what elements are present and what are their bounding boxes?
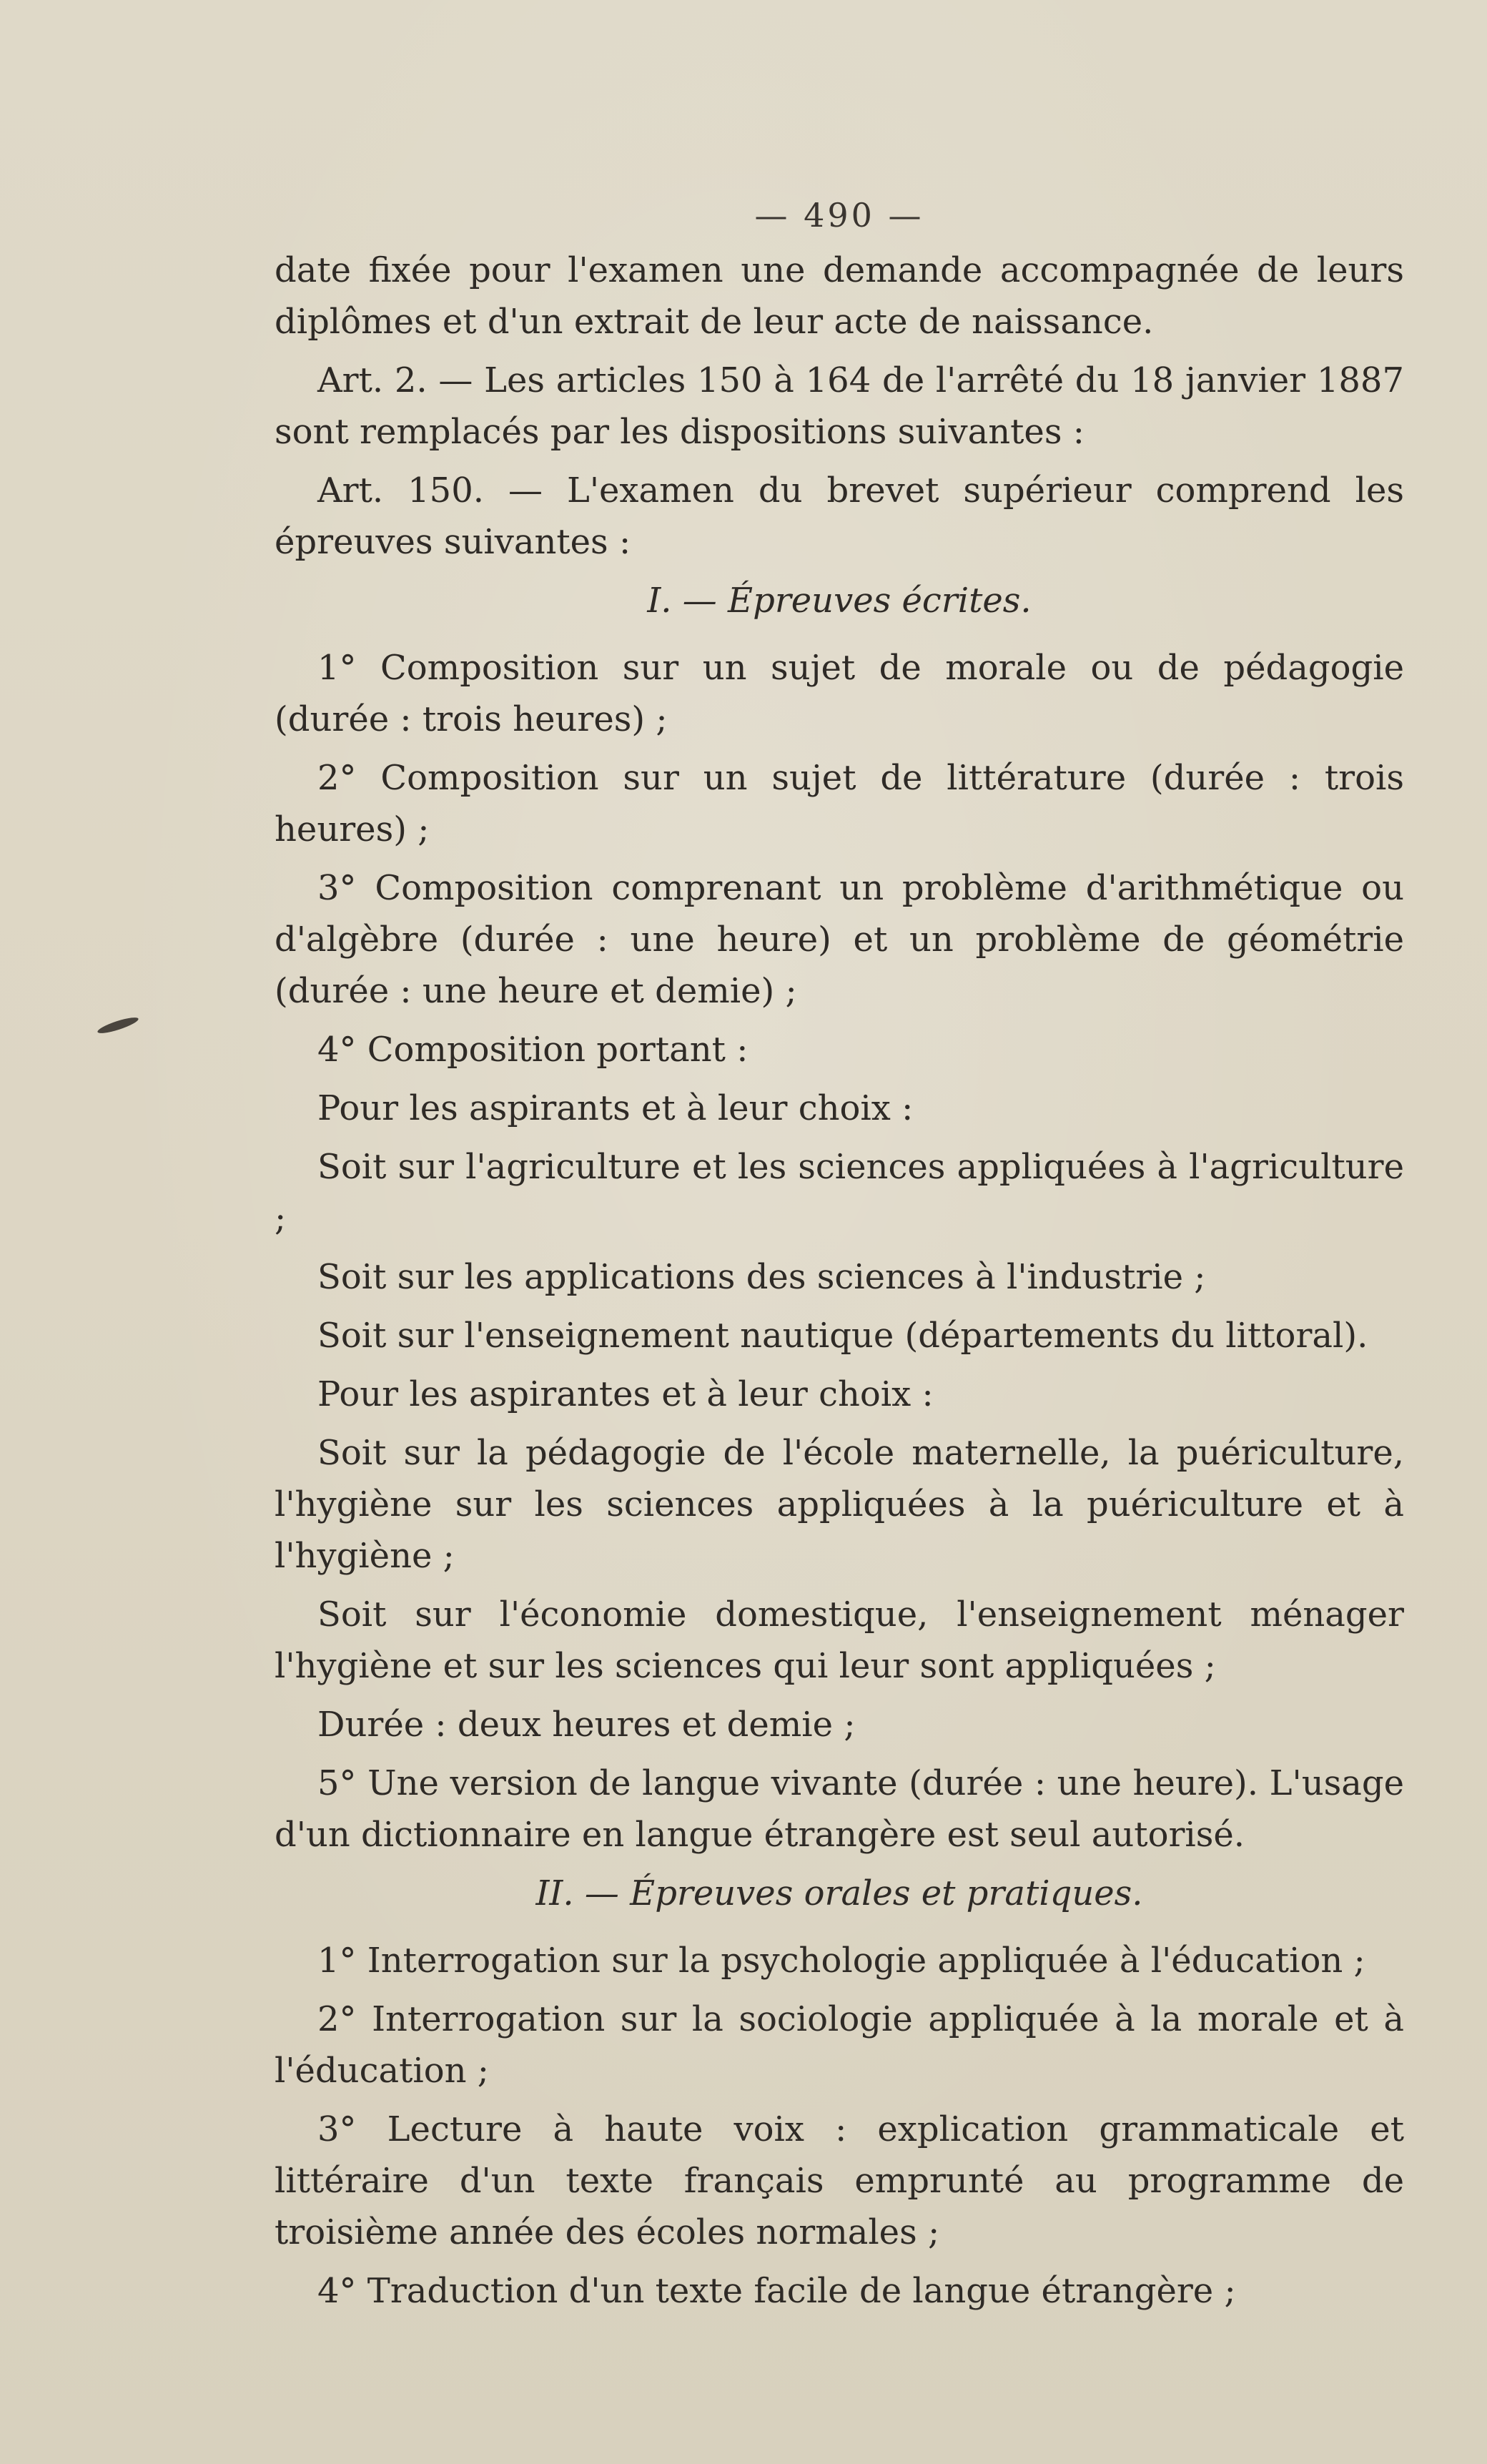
section-2-heading: II. — Épreuves orales et pratiques. bbox=[535, 1873, 1143, 1913]
article-2-paragraph: Art. 2. — Les articles 150 à 164 de l'arrêté du 18 janvier 1887 sont remplacés par les dispositions suivantes : bbox=[275, 360, 1404, 452]
written-item-duration: Durée : deux heures et demie ; bbox=[317, 1705, 856, 1745]
oral-item-2: 2° Interrogation sur la sociologie appliquée à la morale et à l'éducation ; bbox=[275, 1999, 1404, 2091]
written-item-2: 2° Composition sur un sujet de littérature (durée : trois heures) ; bbox=[275, 758, 1404, 849]
ink-mark bbox=[97, 1015, 140, 1036]
written-item-3: 3° Composition comprenant un problème d'arithmétique ou d'algèbre (durée : une heure) et un problème de géométrie (durée : une heure et demie) ; bbox=[275, 868, 1404, 1011]
page-content bbox=[275, 186, 1404, 2324]
oral-item-1: 1° Interrogation sur la psychologie appliquée à l'éducation ; bbox=[317, 1941, 1365, 1981]
written-item-nautical: Soit sur l'enseignement nautique (départements du littoral). bbox=[317, 1316, 1368, 1356]
written-item-aspirants: Pour les aspirants et à leur choix : bbox=[317, 1088, 914, 1128]
written-item-maternelle: Soit sur la pédagogie de l'école maternelle, la puériculture, l'hygiène sur les sciences appliquées à la puériculture et à l'hygiène ; bbox=[275, 1433, 1404, 1576]
oral-item-3: 3° Lecture à haute voix : explication grammaticale et littéraire d'un texte français emprunté au programme de troisième année des écoles normales ; bbox=[275, 2109, 1404, 2252]
written-item-1: 1° Composition sur un sujet de morale ou de pédagogie (durée : trois heures) ; bbox=[275, 648, 1404, 739]
oral-item-4: 4° Traduction d'un texte facile de langue étrangère ; bbox=[317, 2271, 1236, 2311]
continuation-paragraph: date fixée pour l'examen une demande accompagnée de leurs diplômes et d'un extrait de leur acte de naissance. bbox=[275, 250, 1404, 342]
written-item-aspirantes: Pour les aspirantes et à leur choix : bbox=[317, 1374, 934, 1414]
page-number: — 490 — bbox=[754, 196, 924, 235]
article-150-paragraph: Art. 150. — L'examen du brevet supérieur comprend les épreuves suivantes : bbox=[275, 470, 1404, 562]
written-item-industry: Soit sur les applications des sciences à l'industrie ; bbox=[317, 1257, 1206, 1297]
written-item-5: 5° Une version de langue vivante (durée : une heure). L'usage d'un dictionnaire en langue étrangère est seul autorisé. bbox=[275, 1763, 1404, 1855]
written-item-agriculture: Soit sur l'agriculture et les sciences appliquées à l'agriculture ; bbox=[275, 1147, 1404, 1238]
section-1-heading: I. — Épreuves écrites. bbox=[647, 581, 1032, 621]
written-item-4: 4° Composition portant : bbox=[317, 1030, 749, 1070]
written-item-menager: Soit sur l'économie domestique, l'enseignement ménager l'hygiène et sur les sciences qui leur sont appliquées ; bbox=[275, 1595, 1404, 1686]
